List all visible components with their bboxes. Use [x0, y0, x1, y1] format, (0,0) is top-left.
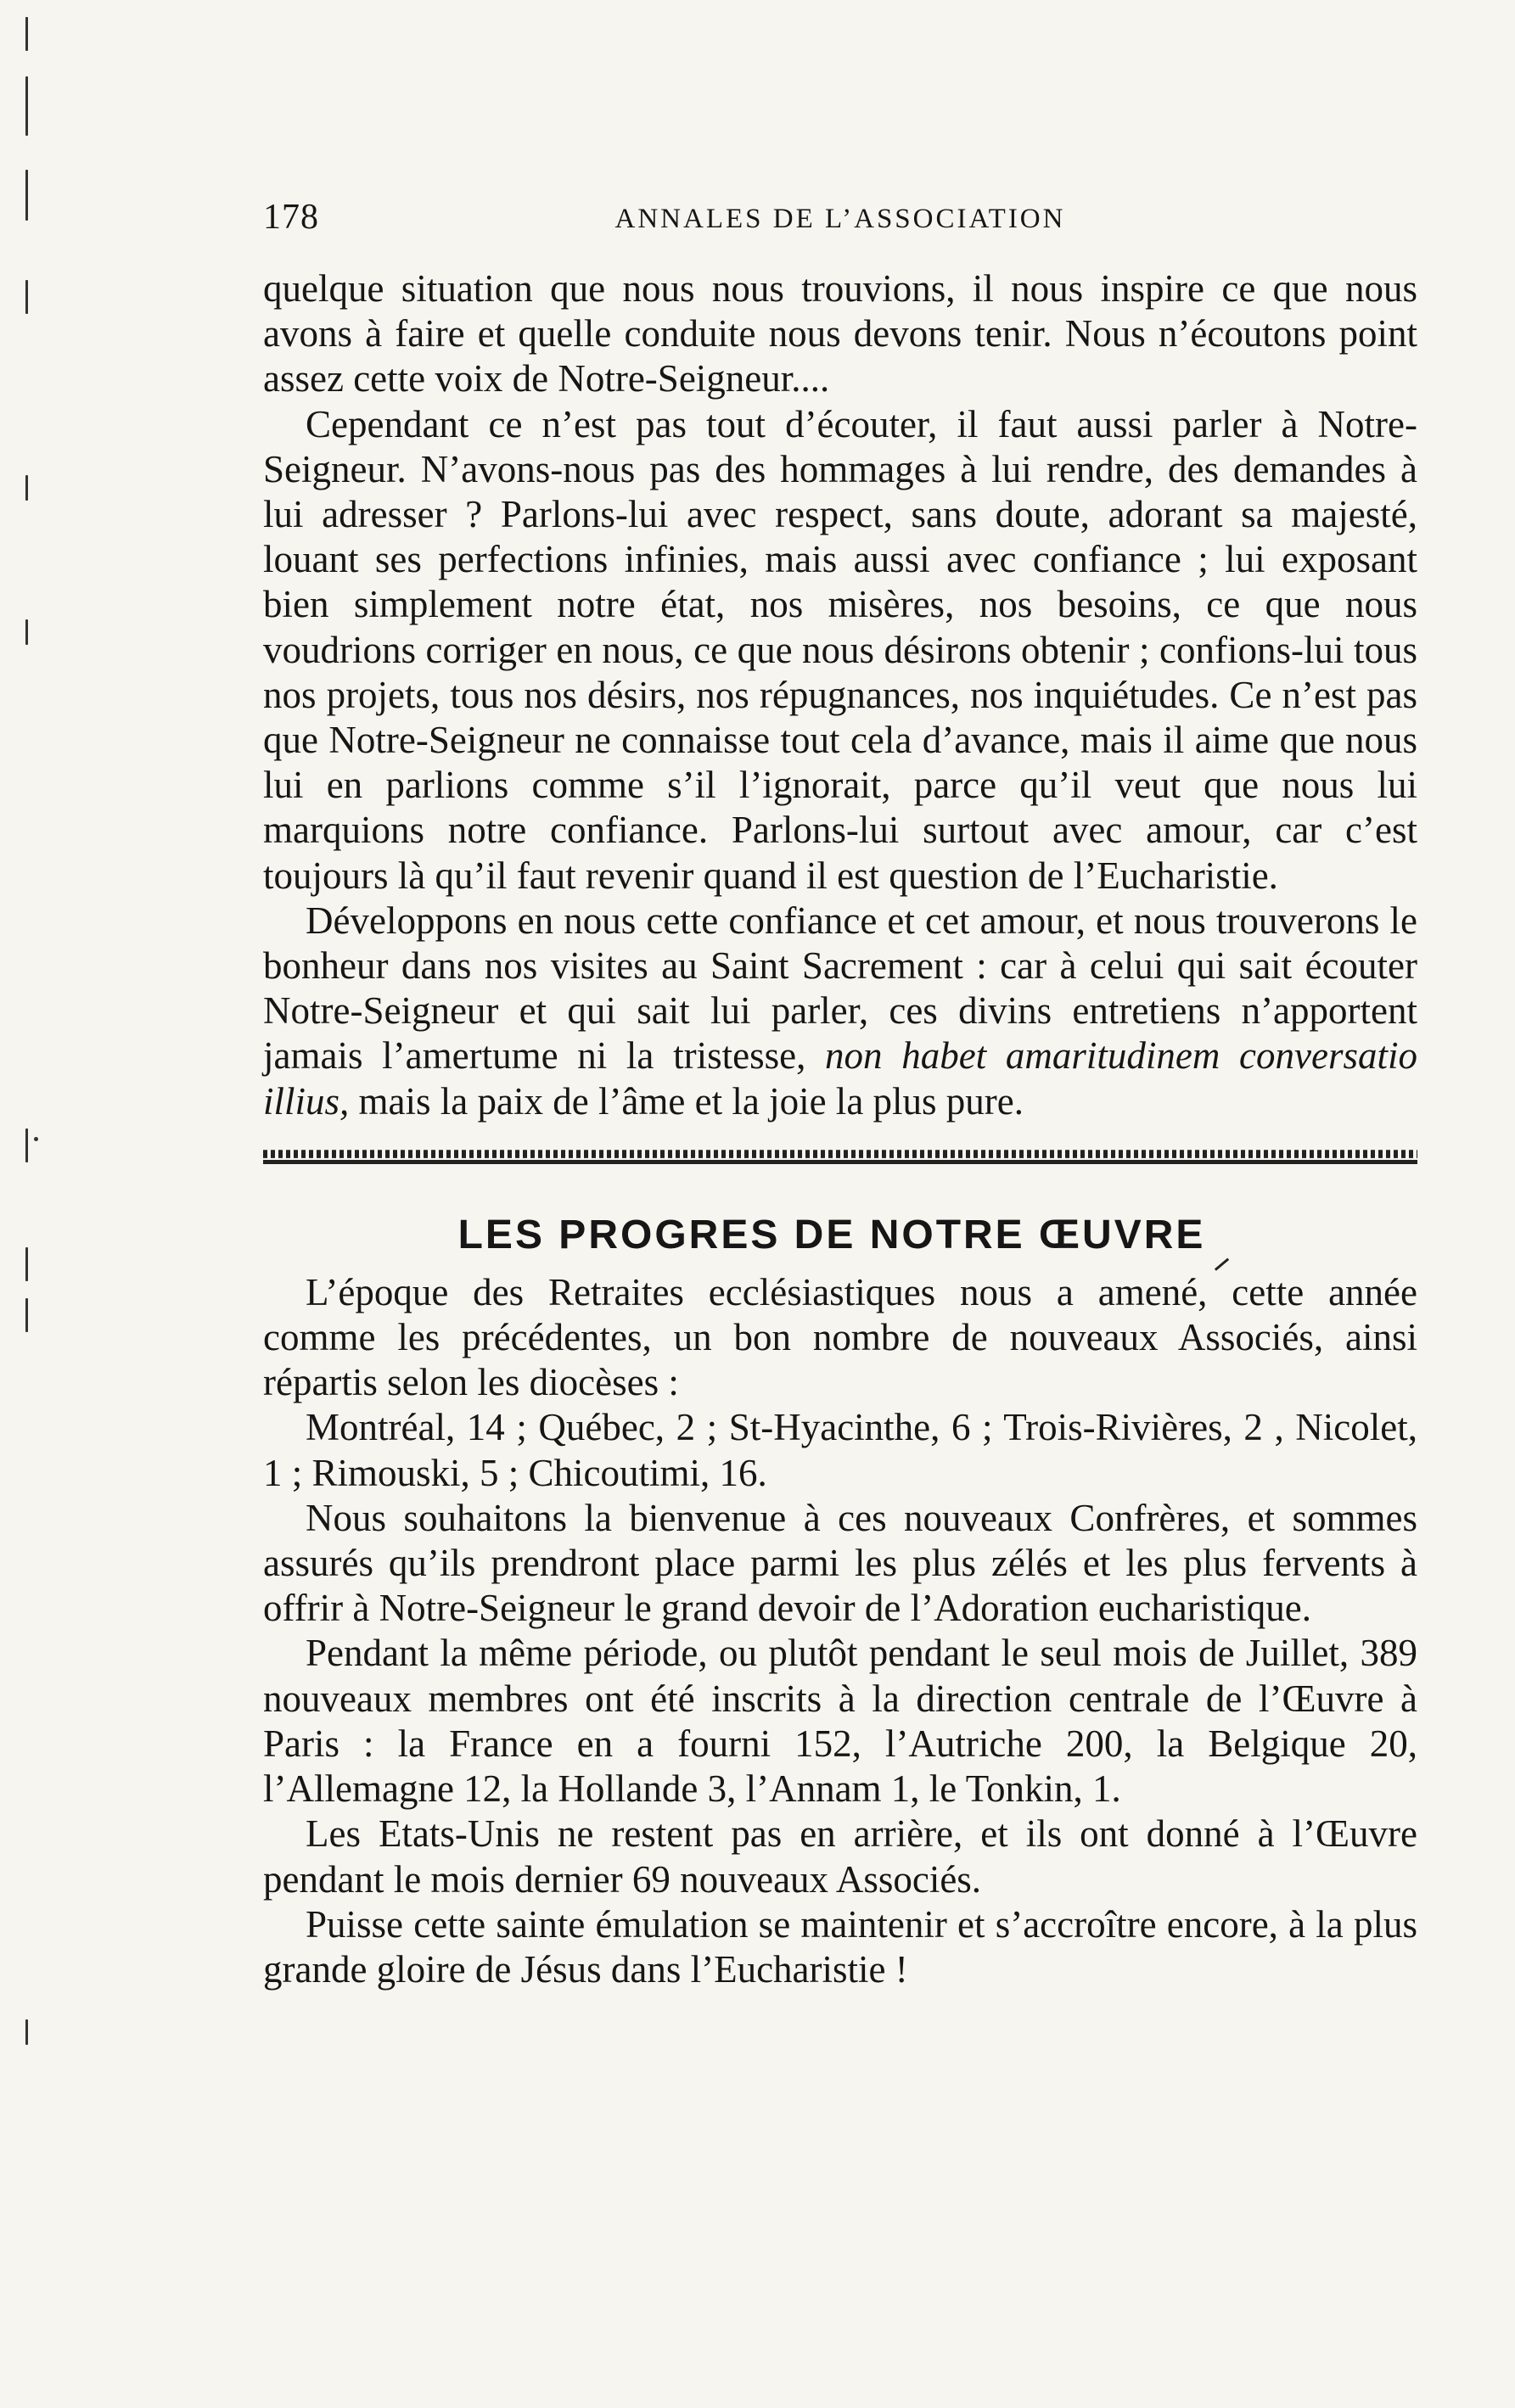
scan-mark	[25, 76, 28, 136]
running-title: ANNALES DE L’ASSOCIATION	[614, 204, 1066, 234]
paragraph: Puisse cette sainte émulation se maintenir et s’accroître encore, à la plus grande gloire de Jésus dans l’Eucharistie !	[263, 1902, 1417, 1991]
scan-mark	[25, 280, 28, 314]
closing-text-start: Développons en nous cette confiance et cet amour, et nous trouverons le bonheur dans nos visites au Saint Sacrement : car à celui qui sait écouter Notre-Seigneur et qui sait lui parler, ces divins entretiens n’apportent jamais l’amertume ni la tristesse,	[263, 899, 1417, 1078]
scan-mark	[25, 1128, 28, 1162]
paragraph: quelque situation que nous nous trouvions, il nous inspire ce que nous avons à faire et quelle conduite nous devons tenir. Nous n’écoutons point assez cette voix de Notre-Seigneur....	[263, 267, 1417, 400]
paragraph: Cependant ce n’est pas tout d’écouter, il faut aussi parler à Notre-Seigneur. N’avons-nous pas des hommages à lui rendre, des demandes à lui adresser ? Parlons-lui avec respect, sans doute, adorant sa majesté, louant ses perfections infinies, mais aussi avec confiance ; lui exposant bien simplement notre état, nos misères, nos besoins, ce que nous voudrions corriger en nous, ce que nous désirons obtenir ; confions-lui tous nos projets, tous nos désirs, nos répugnances, nos inquiétudes. Ce n’est pas que Notre-Seigneur ne connaisse tout cela d’avance, mais il aime que nous lui en parlions comme s’il l’ignorait, parce qu’il veut que nous lui marquions notre confiance. Parlons-lui surtout avec amour, car c’est toujours là qu’il faut revenir quand il est question de l’Eucharistie.	[263, 402, 1417, 897]
scan-mark	[25, 1298, 28, 1332]
closing-text-end: mais la paix de l’âme et la joie la plus pure.	[358, 1079, 1024, 1123]
paragraph: L’époque des Retraites ecclésiastiques nous a amené, cette année comme les précédentes, un bon nombre de nouveaux Associés, ainsi répartis selon les diocèses :	[263, 1270, 1417, 1404]
paragraph: Nous souhaitons la bienvenue à ces nouveaux Confrères, et sommes assurés qu’ils prendront place parmi les plus zélés et les plus fervents à offrir à Notre-Seigneur le grand devoir de l’Adoration eucharistique.	[263, 1496, 1417, 1630]
scan-mark	[25, 170, 28, 221]
scan-mark	[25, 17, 28, 51]
diocese-list: Montréal, 14 ; Québec, 2 ; St-Hyacinthe, 6 ; Trois-Rivières, 2 , Nicolet, 1 ; Rimouski, 5 ; Chicoutimi, 16.	[263, 1406, 1417, 1494]
scan-mark	[25, 2019, 28, 2045]
divider-line	[263, 1160, 1417, 1164]
scan-dot	[34, 1137, 38, 1141]
running-head	[263, 197, 1417, 248]
closing-paragraph	[263, 899, 1417, 1124]
page-content	[263, 197, 1417, 1992]
title-stroke-mark	[1215, 1257, 1229, 1270]
paragraph: Les Etats-Unis ne restent pas en arrière, et ils ont donné à l’Œuvre pendant le mois dernier 69 nouveaux Associés.	[263, 1812, 1417, 1901]
margin-scan-marks	[25, 0, 42, 2408]
section-title	[263, 1212, 1417, 1258]
section-title-text: LES PROGRES DE NOTRE ŒUVRE	[457, 1212, 1206, 1257]
paragraph: Pendant la même période, ou plutôt pendant le seul mois de Juillet, 389 nouveaux membres ont été inscrits à la direction centrale de l’Œuvre à Paris : la France en a fourni 152, l’Autriche 200, la Belgique 20, l’Allemagne 12, la Hollande 3, l’Annam 1, le Tonkin, 1.	[263, 1632, 1417, 1811]
scan-mark	[25, 1247, 28, 1281]
scan-mark	[25, 475, 28, 501]
scan-mark	[25, 619, 28, 645]
ornamental-divider	[263, 1145, 1417, 1158]
page-number: 178	[263, 198, 319, 237]
latin-quotation: non habet amaritudinem conversatio illius,	[263, 1034, 1417, 1123]
